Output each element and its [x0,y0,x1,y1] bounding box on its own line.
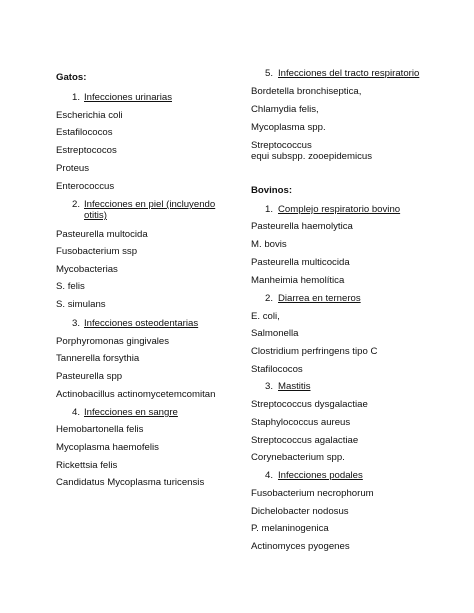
section-title-infecciones-piel-line2: otitis) [84,210,107,221]
list-item: Pasteurella spp [56,371,123,382]
list-item: Manheimia hemolítica [251,275,345,286]
list-item: Fusobacterium ssp [56,246,138,257]
list-item: Proteus [56,163,90,174]
list-item: Estreptococos [56,145,117,156]
bovinos-heading: Bovinos: [251,185,293,196]
section-number: 1. [265,204,274,215]
section-number: 2. [72,199,81,210]
section-number: 5. [265,68,274,79]
list-item: E. coli, [251,311,280,322]
list-item: Estafilococos [56,127,113,138]
section-number: 3. [265,381,274,392]
list-item: Escherichia coli [56,110,123,121]
list-item: Pasteurella multocida [56,229,148,240]
section-title-infecciones-urinarias: Infecciones urinarias [84,92,172,103]
list-item: Fusobacterium necrophorum [251,488,374,499]
list-item: Enterococcus [56,181,115,192]
list-item: Pasteurella multicocida [251,257,350,268]
list-item: Mycobacterias [56,264,118,275]
list-item: Porphyromonas gingivales [56,336,170,347]
section-number: 4. [72,407,81,418]
list-item: Rickettsia felis [56,460,118,471]
list-item: Chlamydia felis, [251,104,319,115]
list-item: S. felis [56,281,85,292]
list-item: Salmonella [251,328,299,339]
list-item: Streptococcus dysgalactiae [251,399,368,410]
section-title-infecciones-sangre: Infecciones en sangre [84,407,178,418]
section-title-infecciones-podales: Infecciones podales [278,470,363,481]
list-item: Candidatus Mycoplasma turicensis [56,477,205,488]
list-item: M. bovis [251,239,287,250]
section-number: 2. [265,293,274,304]
section-number: 4. [265,470,274,481]
section-number: 1. [72,92,81,103]
list-item: Staphylococcus aureus [251,417,351,428]
list-item: Pasteurella haemolytica [251,221,353,232]
list-item: Actinomyces pyogenes [251,541,350,552]
list-item: Streptococcus [251,140,312,151]
list-item-continuation: equi subspp. zooepidemicus [251,151,373,162]
list-item: Tannerella forsythia [56,353,140,364]
list-item: P. melaninogenica [251,523,329,534]
list-item: Hemobartonella felis [56,424,144,435]
list-item: Mycoplasma spp. [251,122,326,133]
list-item: S. simulans [56,299,106,310]
list-item: Dichelobacter nodosus [251,506,349,517]
list-item: Mycoplasma haemofelis [56,442,159,453]
list-item: Corynebacterium spp. [251,452,345,463]
gatos-heading: Gatos: [56,72,87,83]
section-title-infecciones-osteodentarias: Infecciones osteodentarias [84,318,199,329]
section-number: 3. [72,318,81,329]
section-title-diarrea-terneros: Diarrea en terneros [278,293,361,304]
list-item: Clostridium perfringens tipo C [251,346,378,357]
section-title-complejo-respiratorio: Complejo respiratorio bovino [278,204,401,215]
list-item: Actinobacillus actinomycetemcomitan [56,389,216,400]
list-item: Streptococcus agalactiae [251,435,359,446]
list-item: Stafilococos [251,364,303,375]
section-title-tracto-respiratorio: Infecciones del tracto respiratorio [278,68,420,79]
list-item: Bordetella bronchiseptica, [251,86,362,97]
section-title-mastitis: Mastitis [278,381,311,392]
section-title-infecciones-piel: Infecciones en piel (incluyendo [84,199,216,210]
